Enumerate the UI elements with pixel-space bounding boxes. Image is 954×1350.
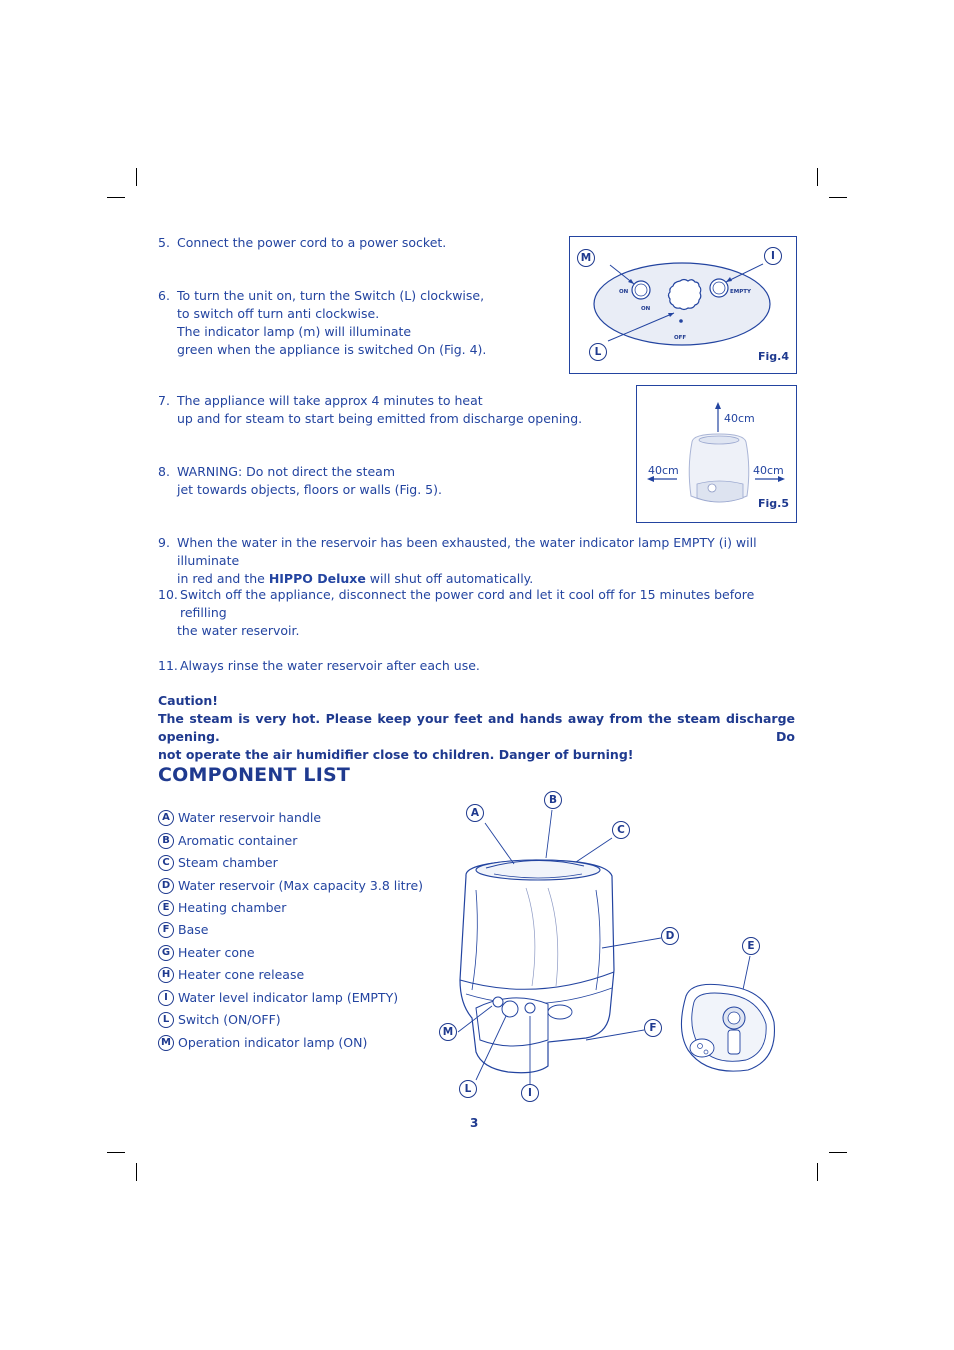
caution-block xyxy=(158,692,795,764)
callout-m: M xyxy=(439,1023,457,1041)
on-lamp-label: ON xyxy=(619,289,629,295)
callout-b: B xyxy=(544,791,562,809)
letter-badge: B xyxy=(158,833,174,849)
step-line: in red and the HIPPO Deluxe will shut off automatically. xyxy=(177,571,534,586)
step-number: 10. xyxy=(158,587,178,602)
callout-e: E xyxy=(742,937,760,955)
letter-badge: L xyxy=(158,1012,174,1028)
component-item: H Heater cone release xyxy=(158,966,304,984)
figure-4 xyxy=(569,236,797,374)
callout-a: A xyxy=(466,804,484,822)
step-5 xyxy=(158,234,446,252)
crop-mark xyxy=(107,1152,125,1153)
step-number: 9. xyxy=(158,535,170,550)
callout-l: L xyxy=(589,343,607,361)
callout-f: F xyxy=(644,1019,662,1037)
component-item: M Operation indicator lamp (ON) xyxy=(158,1034,367,1052)
crop-mark xyxy=(136,168,137,186)
step-9 xyxy=(158,534,798,588)
component-item: I Water level indicator lamp (EMPTY) xyxy=(158,989,398,1007)
caution-title: Caution! xyxy=(158,693,218,708)
figure-caption: Fig.5 xyxy=(758,497,789,510)
step-line: jet towards objects, floors or walls (Fig. 5). xyxy=(177,482,442,497)
switch-off-label: OFF xyxy=(674,335,687,341)
crop-mark xyxy=(829,1152,847,1153)
step-line: to switch off turn anti clockwise. xyxy=(177,306,380,321)
step-line: Switch off the appliance, disconnect the power cord and let it cool off for 15 minutes before refilling xyxy=(180,587,755,620)
right-distance-label: 40cm xyxy=(753,464,784,477)
component-item: A Water reservoir handle xyxy=(158,809,321,827)
step-line: WARNING: Do not direct the steam xyxy=(177,464,395,479)
callout-c: C xyxy=(612,821,630,839)
crop-mark xyxy=(829,197,847,198)
crop-mark xyxy=(107,197,125,198)
step-line: The indicator lamp (m) will illuminate xyxy=(177,324,412,339)
step-line: the water reservoir. xyxy=(177,623,300,638)
caution-line: not operate the air humidifier close to children. Danger of burning! xyxy=(158,747,634,762)
step-line: Connect the power cord to a power socket. xyxy=(177,235,447,250)
component-item: D Water reservoir (Max capacity 3.8 litre) xyxy=(158,877,423,895)
section-heading: COMPONENT LIST xyxy=(158,764,351,786)
letter-badge: M xyxy=(158,1035,174,1051)
figure-5 xyxy=(636,385,797,523)
step-8 xyxy=(158,463,442,499)
page-number: 3 xyxy=(470,1116,479,1130)
step-line: When the water in the reservoir has been exhausted, the water indicator lamp EMPTY (i) will illuminate xyxy=(177,535,757,568)
caution-line: The steam is very hot. Please keep your feet and hands away from the steam discharge opening. Do xyxy=(158,711,795,744)
letter-badge: G xyxy=(158,945,174,961)
step-number: 7. xyxy=(158,393,170,408)
step-number: 11. xyxy=(158,658,178,673)
step-number: 5. xyxy=(158,235,170,250)
letter-badge: H xyxy=(158,967,174,983)
step-number: 6. xyxy=(158,288,170,303)
step-line: The appliance will take approx 4 minutes to heat xyxy=(177,393,483,408)
component-item: G Heater cone xyxy=(158,944,255,962)
callout-d: D xyxy=(661,927,679,945)
left-distance-label: 40cm xyxy=(648,464,679,477)
crop-mark xyxy=(817,1163,818,1181)
step-11 xyxy=(158,657,480,675)
component-item: B Aromatic container xyxy=(158,832,297,850)
switch-on-label: ON xyxy=(641,306,651,312)
callout-l: L xyxy=(459,1080,477,1098)
step-line: green when the appliance is switched On (Fig. 4). xyxy=(177,342,487,357)
callout-i: I xyxy=(521,1084,539,1102)
step-line: Always rinse the water reservoir after each use. xyxy=(180,658,480,673)
component-item: F Base xyxy=(158,921,208,939)
product-name: HIPPO Deluxe xyxy=(268,571,366,586)
empty-lamp-label: EMPTY xyxy=(730,289,751,295)
letter-badge: E xyxy=(158,900,174,916)
step-10 xyxy=(158,586,798,640)
letter-badge: D xyxy=(158,878,174,894)
step-line: up and for steam to start being emitted from discharge opening. xyxy=(177,411,583,426)
letter-badge: A xyxy=(158,810,174,826)
callout-i: I xyxy=(764,247,782,265)
letter-badge: I xyxy=(158,990,174,1006)
step-number: 8. xyxy=(158,464,170,479)
step-7 xyxy=(158,392,582,428)
step-line: To turn the unit on, turn the Switch (L) clockwise, xyxy=(177,288,485,303)
crop-mark xyxy=(817,168,818,186)
letter-badge: C xyxy=(158,855,174,871)
figure-caption: Fig.4 xyxy=(758,350,789,363)
callout-m: M xyxy=(577,249,595,267)
letter-badge: F xyxy=(158,922,174,938)
component-item: L Switch (ON/OFF) xyxy=(158,1011,281,1029)
component-item: E Heating chamber xyxy=(158,899,286,917)
crop-mark xyxy=(136,1163,137,1181)
component-item: C Steam chamber xyxy=(158,854,278,872)
step-6 xyxy=(158,287,486,359)
top-distance-label: 40cm xyxy=(724,412,755,425)
